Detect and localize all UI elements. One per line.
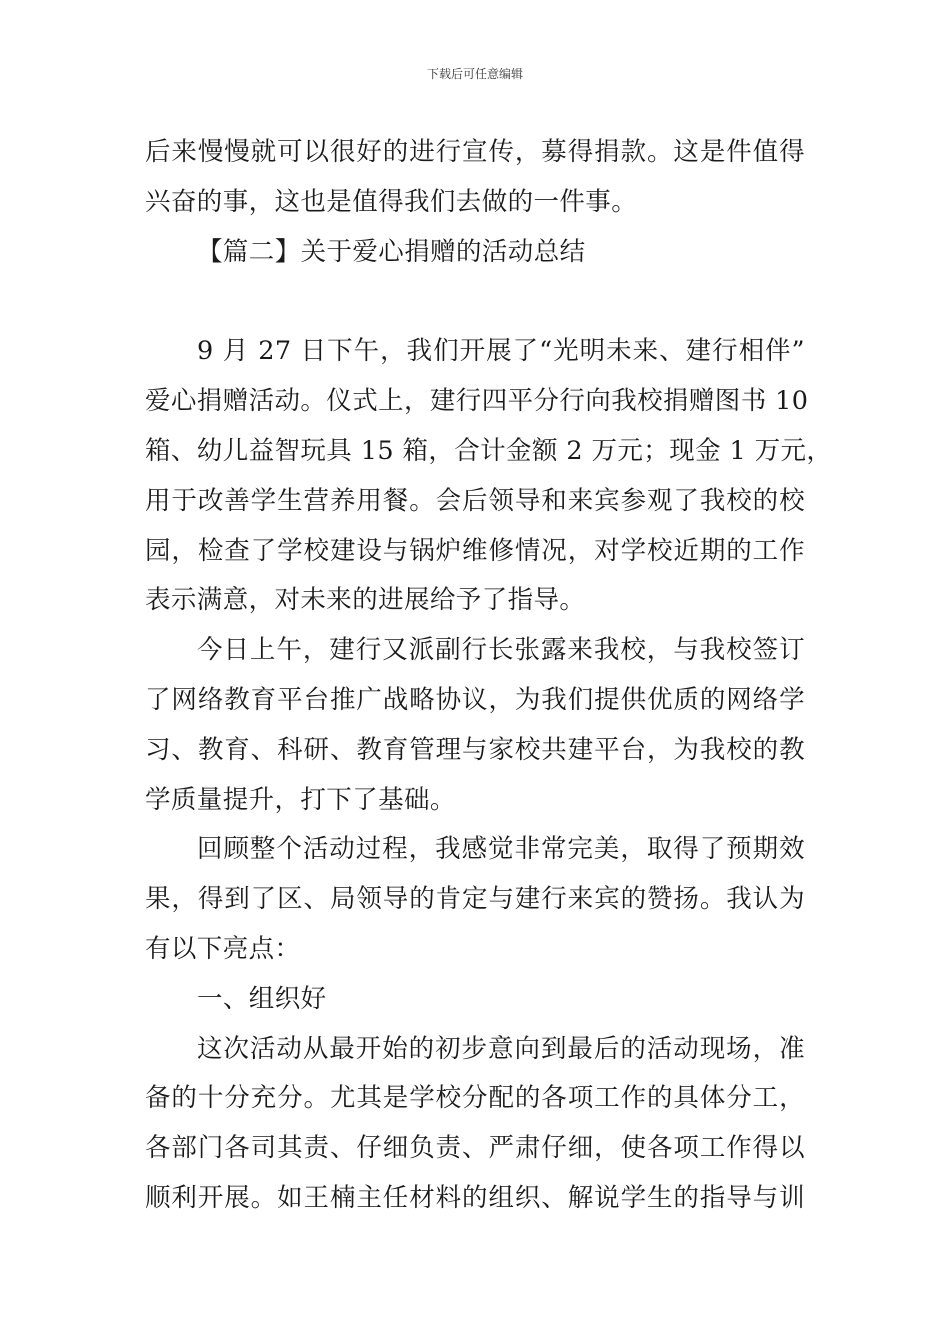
text-line: 顺利开展。如王楠主任材料的组织、解说学生的指导与训 bbox=[145, 1182, 805, 1213]
text-line: 9 月 27 日下午，我们开展了“光明未来、建行相伴” bbox=[197, 336, 805, 367]
text-line: 备的十分充分。尤其是学校分配的各项工作的具体分工， bbox=[145, 1083, 805, 1114]
text-line: 果，得到了区、局领导的肯定与建行来宾的赞扬。我认为 bbox=[145, 884, 805, 915]
text-line: 兴奋的事，这也是值得我们去做的一件事。 bbox=[145, 186, 638, 217]
text-line: 了网络教育平台推广战略协议，为我们提供优质的网络学 bbox=[145, 684, 805, 715]
text-line: 习、教育、科研、教育管理与家校共建平台，为我校的教 bbox=[145, 734, 805, 765]
text-line: 用于改善学生营养用餐。会后领导和来宾参观了我校的校 bbox=[145, 485, 805, 516]
text-line: 各部门各司其责、仔细负责、严肃仔细，使各项工作得以 bbox=[145, 1133, 805, 1164]
text-line: 今日上午，建行又派副行长张露来我校，与我校签订 bbox=[197, 635, 805, 666]
text-line: 回顾整个活动过程，我感觉非常完美，取得了预期效 bbox=[197, 834, 805, 865]
text-line: 爱心捐赠活动。仪式上，建行四平分行向我校捐赠图书 10 bbox=[145, 386, 809, 417]
section-heading: 【篇二】关于爱心捐赠的活动总结 bbox=[197, 236, 586, 267]
text-line: 表示满意，对未来的进展给予了指导。 bbox=[145, 585, 586, 616]
text-line: 后来慢慢就可以很好的进行宣传，募得捐款。这是件值得 bbox=[145, 137, 805, 167]
document-body bbox=[145, 128, 833, 1224]
subsection-heading: 一、组织好 bbox=[197, 983, 327, 1014]
text-line: 学质量提升，打下了基础。 bbox=[145, 784, 456, 815]
text-line: 园，检查了学校建设与锅炉维修情况，对学校近期的工作 bbox=[145, 535, 805, 566]
header-note: 下载后可任意编辑 bbox=[426, 67, 523, 81]
text-line: 这次活动从最开始的初步意向到最后的活动现场，准 bbox=[197, 1033, 805, 1064]
blank-line bbox=[145, 277, 805, 327]
text-line: 有以下亮点： bbox=[145, 933, 301, 964]
text-line: 箱、幼儿益智玩具 15 箱，合计金额 2 万元；现金 1 万元， bbox=[145, 435, 833, 466]
